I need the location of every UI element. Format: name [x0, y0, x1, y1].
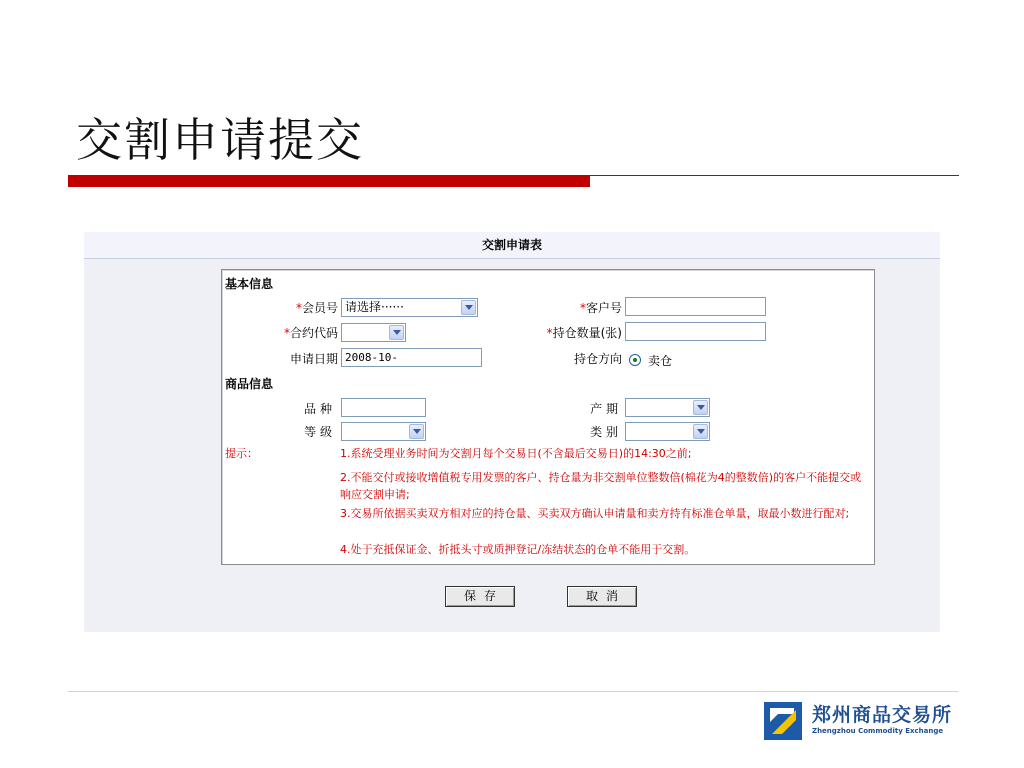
save-button[interactable]: 保存 [445, 586, 515, 607]
required-mark: * [579, 301, 586, 315]
delivery-application-form-panel [84, 232, 940, 632]
form-fieldset [221, 269, 875, 565]
variety-input[interactable] [341, 398, 426, 417]
cancel-button[interactable]: 取消 [567, 586, 637, 607]
required-mark: * [283, 326, 290, 340]
exchange-logo-icon [764, 702, 802, 740]
contract-select[interactable] [341, 323, 406, 342]
position-label: *持仓数量(张) [546, 326, 622, 340]
exchange-logo-name: 郑州商品交易所 [812, 704, 953, 726]
note-item: 3.交易所依据买卖双方相对应的持仓量、买卖双方确认申请量和卖方持有标准仓单量，取最小数进行配对; [340, 507, 850, 520]
date-input[interactable]: 2008-10- [341, 348, 482, 367]
client-label: *客户号 [579, 301, 622, 315]
section-basic-info: 基本信息 [225, 277, 274, 291]
required-mark: * [546, 326, 553, 340]
radio-selected-dot [633, 358, 637, 362]
client-input[interactable] [625, 297, 766, 316]
grade-label: 等 级 [304, 425, 332, 439]
origin-label: 产 期 [590, 402, 618, 416]
category-label: 类 别 [590, 425, 618, 439]
form-header: 交割申请表 [84, 232, 940, 259]
member-label: *会员号 [295, 301, 338, 315]
tips-label: 提示： [225, 447, 258, 460]
origin-select[interactable] [625, 398, 710, 417]
chevron-down-icon[interactable] [693, 424, 708, 439]
title-underline-bar [68, 175, 590, 187]
chevron-down-icon[interactable] [461, 300, 476, 315]
required-mark: * [295, 301, 302, 315]
note-item: 4.处于充抵保证金、折抵头寸或质押登记/冻结状态的仓单不能用于交割。 [340, 543, 696, 556]
slide-title: 交割申请提交 [76, 113, 364, 167]
section-goods-info: 商品信息 [225, 377, 274, 391]
chevron-down-icon[interactable] [693, 400, 708, 415]
sell-position-radio[interactable] [629, 354, 641, 366]
direction-label: 持仓方向 [573, 352, 622, 366]
chevron-down-icon[interactable] [409, 424, 424, 439]
member-select[interactable] [341, 298, 478, 317]
position-quantity-input[interactable] [625, 322, 766, 341]
note-item: 2.不能交付或接收增值税专用发票的客户、持仓量为非交割单位整数倍(棉花为4的整数倍)的客户不能提交或响应交割申请; [340, 471, 862, 501]
note-item: 1.系统受理业务时间为交割月每个交易日(不含最后交易日)的14:30之前; [340, 447, 692, 460]
title-underline-rule [590, 175, 959, 176]
member-select-value: 请选择······ [345, 300, 404, 314]
date-label: 申请日期 [289, 352, 338, 366]
variety-label: 品 种 [304, 402, 332, 416]
chevron-down-icon[interactable] [389, 325, 404, 340]
exchange-logo-english: Zhengzhou Commodity Exchange [812, 727, 944, 735]
sell-position-radio-label[interactable]: 卖仓 [648, 354, 673, 368]
footer-divider [68, 691, 958, 692]
grade-select[interactable] [341, 422, 426, 441]
category-select[interactable] [625, 422, 710, 441]
contract-label: *合约代码 [283, 326, 338, 340]
